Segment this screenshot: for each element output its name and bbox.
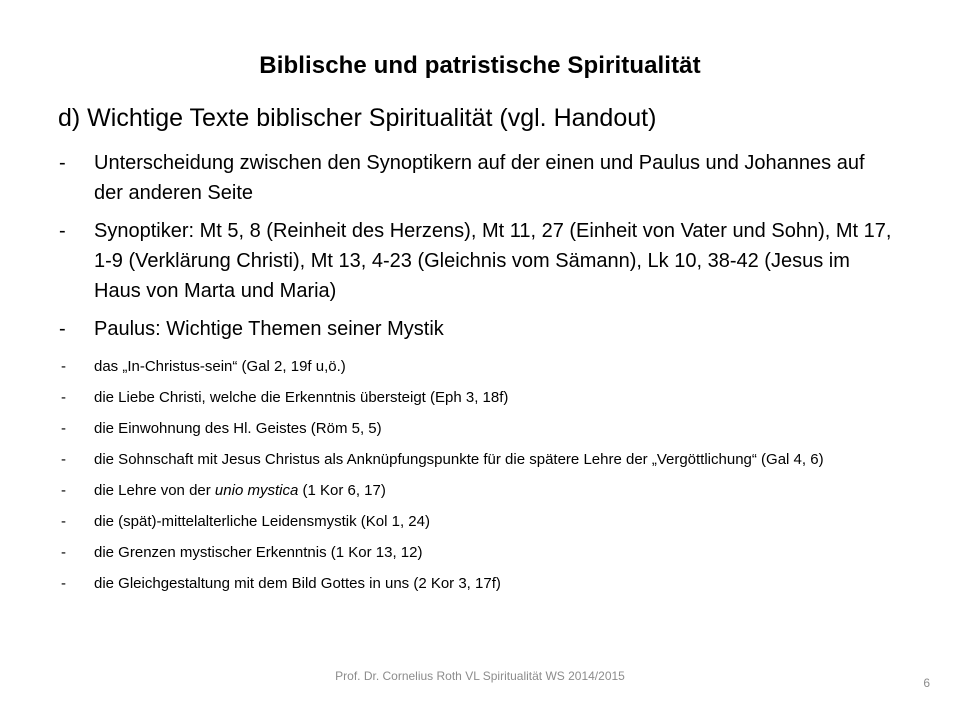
main-bullet-text: Unterscheidung zwischen den Synoptikern auf der einen und Paulus und Johannes auf der anderen Seite (94, 152, 865, 204)
main-bullet-text: Synoptiker: Mt 5, 8 (Reinheit des Herzens), Mt 11, 27 (Einheit von Vater und Sohn), Mt 17, 1-9 (Verklärung Christi), Mt 13, 4-23 (Gleichnis vom Sämann), Lk 10, 38-42 (Jesus im Haus von Marta und Maria) (94, 220, 892, 302)
main-bullet-paulus (58, 314, 898, 344)
bullet-dash: - (61, 420, 66, 437)
sub-bullet-text: die Sohnschaft mit Jesus Christus als Anknüpfungspunkte für die spätere Lehre der „Vergöttlichung“ (Gal 4, 6) (94, 451, 824, 468)
sub-bullet-in-christus-sein (58, 356, 898, 378)
bullet-dash: - (61, 544, 66, 561)
paulus-themes-list (58, 356, 898, 604)
bullet-dash: - (61, 389, 66, 406)
bullet-dash: - (61, 451, 66, 468)
sub-bullet-leidensmystik (58, 511, 898, 533)
sub-bullet-text: die (spät)-mittelalterliche Leidensmystik (Kol 1, 24) (94, 513, 430, 530)
sub-bullet-text-post: (1 Kor 6, 17) (298, 482, 386, 499)
sub-bullet-text-emphasis: unio mystica (214, 482, 299, 499)
bullet-dash: - (61, 575, 66, 592)
sub-bullet-text-pre: die Lehre von der (94, 482, 215, 499)
sub-bullet-liebe-christi (58, 387, 898, 409)
sub-bullet-unio-mystica (58, 480, 898, 502)
bullet-dash: - (61, 513, 66, 530)
sub-bullet-einwohnung (58, 418, 898, 440)
bullet-dash: - (61, 358, 66, 375)
bullet-dash: - (61, 482, 66, 499)
main-bullet-synoptiker-paulus (58, 148, 898, 208)
sub-bullet-text: die Einwohnung des Hl. Geistes (Röm 5, 5) (94, 420, 382, 437)
main-bullet-synoptiker (58, 216, 898, 306)
sub-bullet-text: die Gleichgestaltung mit dem Bild Gottes in uns (2 Kor 3, 17f) (94, 575, 501, 592)
bullet-dash: - (59, 152, 66, 174)
main-bullet-text: Paulus: Wichtige Themen seiner Mystik (94, 318, 444, 340)
main-bullet-list (58, 148, 898, 352)
slide-footer: Prof. Dr. Cornelius Roth VL Spiritualität WS 2014/2015 (335, 669, 625, 683)
section-heading: d) Wichtige Texte biblischer Spiritualität (vgl. Handout) (58, 104, 657, 132)
sub-bullet-text: die Liebe Christi, welche die Erkenntnis übersteigt (Eph 3, 18f) (94, 389, 509, 406)
sub-bullet-sohnschaft (58, 449, 898, 471)
bullet-dash: - (59, 220, 66, 242)
slide-title: Biblische und patristische Spiritualität (259, 52, 701, 79)
sub-bullet-text: die Grenzen mystischer Erkenntnis (1 Kor 13, 12) (94, 544, 423, 561)
sub-bullet-grenzen (58, 542, 898, 564)
sub-bullet-gleichgestaltung (58, 573, 898, 595)
page-number: 6 (923, 676, 930, 690)
bullet-dash: - (59, 318, 66, 340)
sub-bullet-text: das „In-Christus-sein“ (Gal 2, 19f u,ö.) (94, 358, 346, 375)
